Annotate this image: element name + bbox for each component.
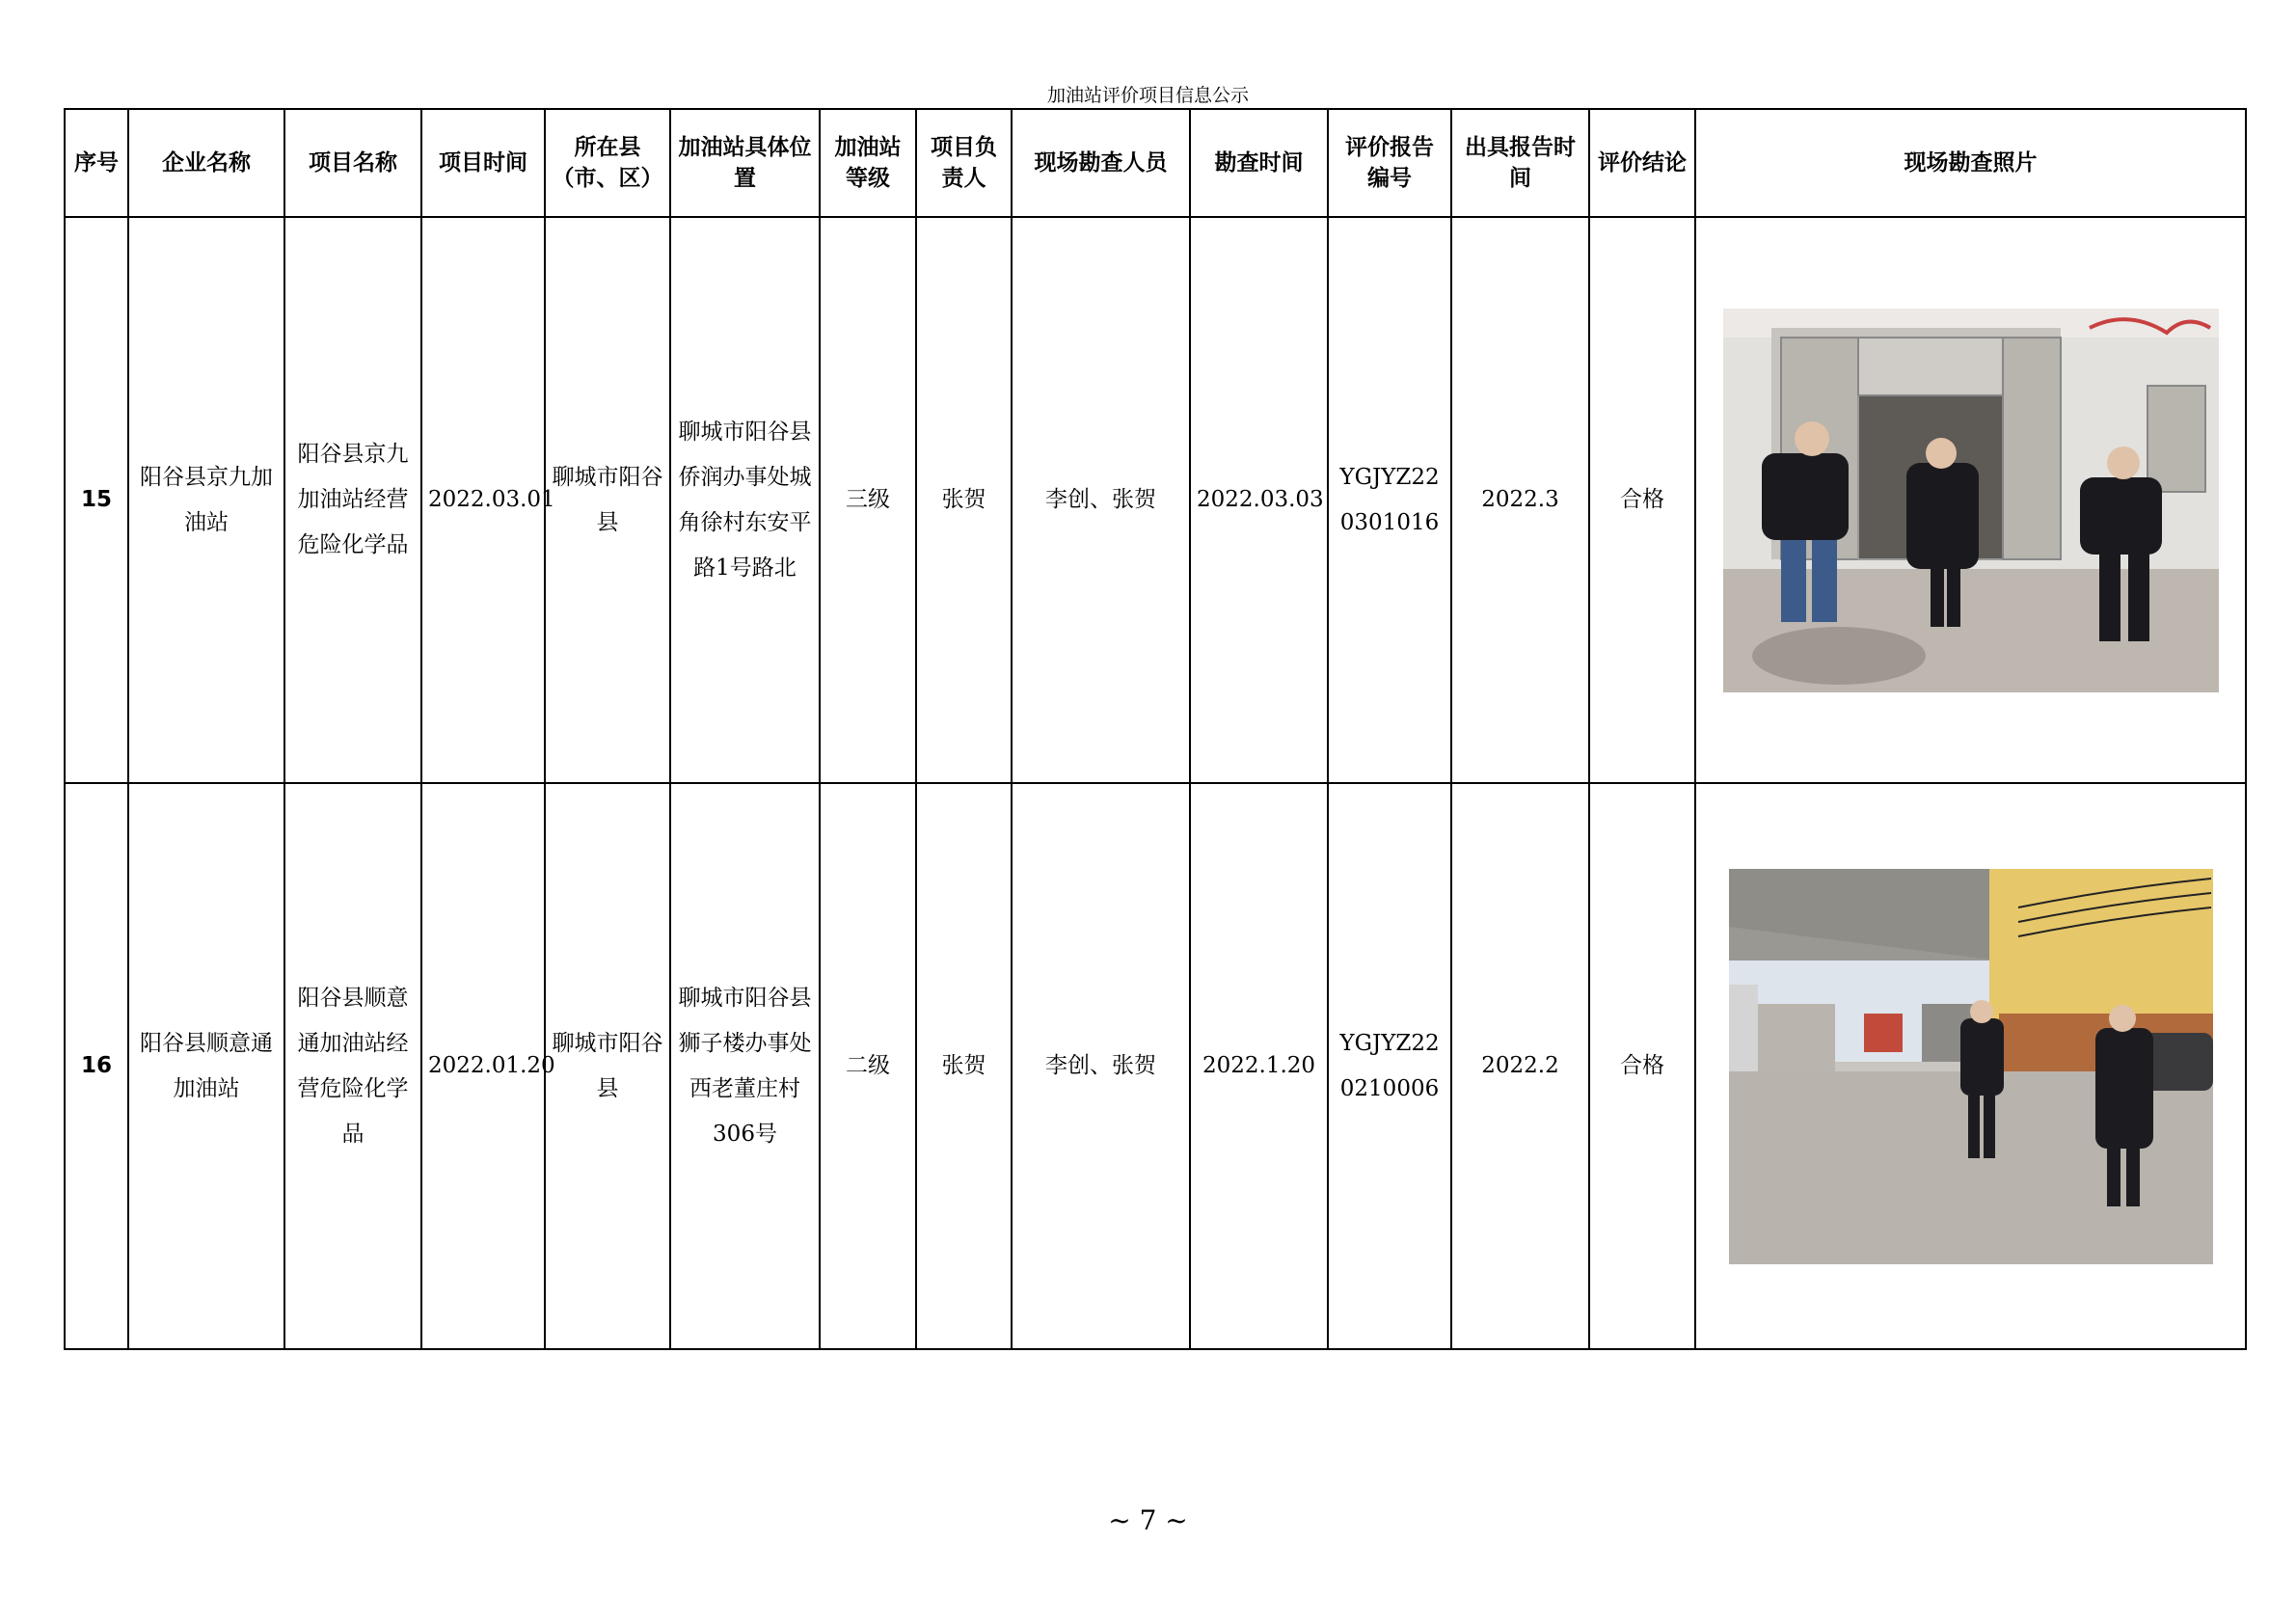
cell-county: 聊城市阳谷县	[545, 783, 670, 1349]
header-project-time: 项目时间	[421, 109, 545, 217]
cell-conclusion: 合格	[1589, 217, 1695, 783]
cell-leader: 张贺	[916, 217, 1012, 783]
header-conclusion: 评价结论	[1589, 109, 1695, 217]
cell-photo	[1695, 783, 2246, 1349]
cell-company: 阳谷县顺意通加油站	[128, 783, 284, 1349]
cell-inspect-time: 2022.03.03	[1190, 217, 1328, 783]
header-location: 加油站具体位置	[670, 109, 820, 217]
cell-project-name: 阳谷县顺意通加油站经营危险化学品	[284, 783, 421, 1349]
cell-report-time: 2022.3	[1451, 217, 1589, 783]
cell-project-time: 2022.01.20	[421, 783, 545, 1349]
cell-photo	[1695, 217, 2246, 783]
site-photo-station-gate	[1723, 309, 2219, 692]
header-company: 企业名称	[128, 109, 284, 217]
cell-project-time: 2022.03.01	[421, 217, 545, 783]
station-evaluation-table	[64, 108, 2247, 1350]
cell-company: 阳谷县京九加油站	[128, 217, 284, 783]
cell-inspectors: 李创、张贺	[1012, 783, 1190, 1349]
header-seq: 序号	[65, 109, 128, 217]
header-photo: 现场勘查照片	[1695, 109, 2246, 217]
table-row	[65, 783, 2246, 1349]
cell-report-no: YGJYZ220301016	[1328, 217, 1451, 783]
cell-seq: 16	[65, 783, 128, 1349]
header-inspect-time: 勘查时间	[1190, 109, 1328, 217]
cell-leader: 张贺	[916, 783, 1012, 1349]
page-number: ~ 7 ~	[1108, 1504, 1188, 1536]
cell-county: 聊城市阳谷县	[545, 217, 670, 783]
cell-inspect-time: 2022.1.20	[1190, 783, 1328, 1349]
cell-conclusion: 合格	[1589, 783, 1695, 1349]
header-county: 所在县（市、区）	[545, 109, 670, 217]
header-report-no: 评价报告编号	[1328, 109, 1451, 217]
header-project-name: 项目名称	[284, 109, 421, 217]
cell-seq: 15	[65, 217, 128, 783]
cell-report-time: 2022.2	[1451, 783, 1589, 1349]
header-report-time: 出具报告时间	[1451, 109, 1589, 217]
cell-location: 聊城市阳谷县狮子楼办事处西老董庄村306号	[670, 783, 820, 1349]
header-inspectors: 现场勘查人员	[1012, 109, 1190, 217]
cell-report-no: YGJYZ220210006	[1328, 783, 1451, 1349]
table-row	[65, 217, 2246, 783]
header-grade: 加油站等级	[820, 109, 916, 217]
cell-location: 聊城市阳谷县侨润办事处城角徐村东安平路1号路北	[670, 217, 820, 783]
cell-grade: 二级	[820, 783, 916, 1349]
cell-inspectors: 李创、张贺	[1012, 217, 1190, 783]
table-header-row	[65, 109, 2246, 217]
document-title: 加油站评价项目信息公示	[1046, 85, 1249, 106]
header-leader: 项目负责人	[916, 109, 1012, 217]
site-photo-fuel-canopy	[1729, 869, 2213, 1264]
cell-project-name: 阳谷县京九加油站经营危险化学品	[284, 217, 421, 783]
cell-grade: 三级	[820, 217, 916, 783]
